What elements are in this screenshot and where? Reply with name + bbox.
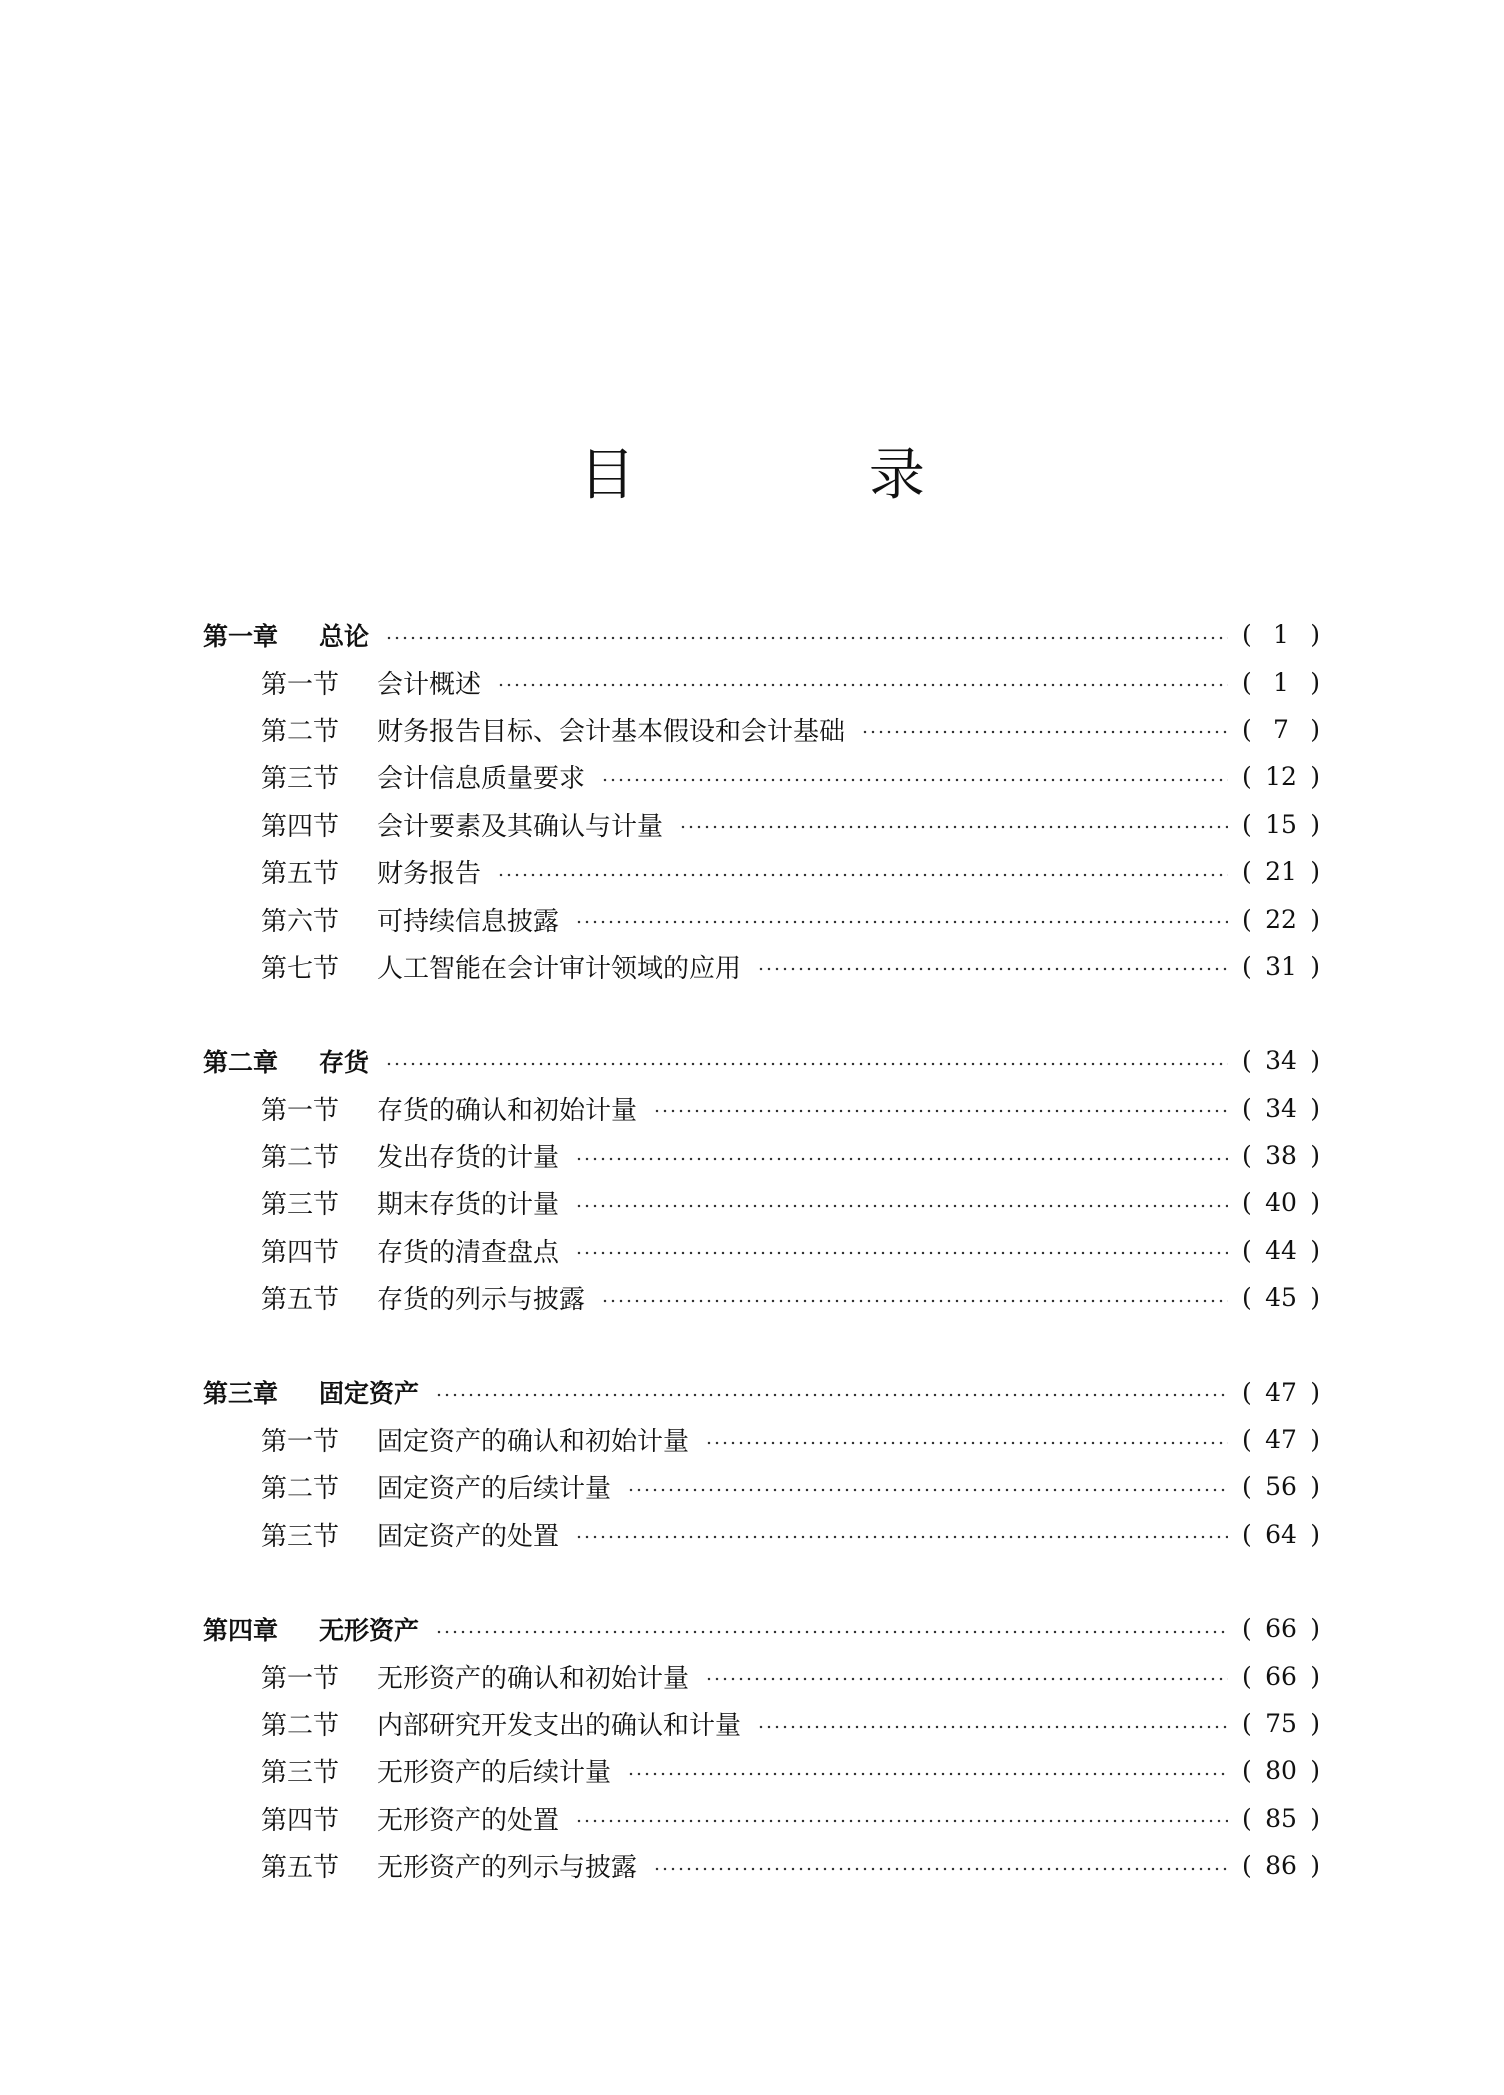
page-number: 47 <box>1265 1425 1297 1455</box>
page-reference <box>1242 1283 1320 1312</box>
dot-leader <box>575 1157 1228 1161</box>
page-number: 85 <box>1265 1803 1297 1833</box>
section-title: 固定资产的确认和初始计量 <box>377 1427 690 1458</box>
page-reference <box>1242 1094 1320 1123</box>
dot-leader <box>705 1441 1228 1445</box>
page-reference <box>1242 1472 1320 1501</box>
table-of-contents <box>203 611 1320 1936</box>
section-number: 第二节 <box>261 1143 340 1174</box>
close-paren: ) <box>1310 620 1320 650</box>
chapter-block <box>203 611 1320 990</box>
dot-leader <box>601 778 1228 782</box>
section-number: 第二节 <box>261 1474 340 1505</box>
section-title: 人工智能在会计审计领域的应用 <box>377 953 742 984</box>
section-title: 固定资产的处置 <box>377 1521 560 1552</box>
page-reference <box>1242 1614 1320 1643</box>
page-reference <box>1242 668 1320 697</box>
close-paren: ) <box>1310 1046 1320 1076</box>
page-number: 47 <box>1265 1377 1297 1407</box>
close-paren: ) <box>1310 1188 1320 1218</box>
section-title: 会计信息质量要求 <box>377 764 586 795</box>
open-paren: ( <box>1242 1756 1252 1786</box>
close-paren: ) <box>1310 904 1320 934</box>
close-paren: ) <box>1310 1141 1320 1171</box>
page-number: 66 <box>1265 1661 1297 1691</box>
section-entry[interactable] <box>203 801 1320 848</box>
section-title: 存货的清查盘点 <box>377 1237 560 1268</box>
open-paren: ( <box>1242 951 1252 981</box>
dot-leader <box>653 1867 1228 1871</box>
chapter-title: 固定资产 <box>319 1379 420 1409</box>
page-reference <box>1242 1188 1320 1217</box>
section-number: 第三节 <box>261 1521 340 1552</box>
close-paren: ) <box>1310 1519 1320 1549</box>
page-reference <box>1242 810 1320 839</box>
page-reference <box>1242 1520 1320 1549</box>
section-number: 第五节 <box>261 1285 340 1316</box>
page-number: 66 <box>1265 1614 1297 1644</box>
page-number: 22 <box>1265 904 1297 934</box>
open-paren: ( <box>1242 1614 1252 1644</box>
section-number: 第二节 <box>261 716 340 747</box>
close-paren: ) <box>1310 1661 1320 1691</box>
page-number: 44 <box>1265 1235 1297 1265</box>
chapter-block <box>203 1605 1320 1889</box>
chapter-entry[interactable] <box>203 1037 1320 1084</box>
chapter-number: 第一章 <box>203 621 279 651</box>
page-number: 75 <box>1265 1709 1297 1738</box>
close-paren: ) <box>1310 1235 1320 1265</box>
section-number: 第四节 <box>261 811 340 842</box>
chapter-entry[interactable] <box>203 611 1320 658</box>
page-number: 38 <box>1265 1141 1297 1171</box>
section-entry[interactable] <box>203 1179 1320 1226</box>
open-paren: ( <box>1242 1093 1252 1123</box>
section-title: 无形资产的后续计量 <box>377 1758 612 1789</box>
open-paren: ( <box>1242 1472 1252 1502</box>
section-number: 第三节 <box>261 1190 340 1221</box>
section-number: 第六节 <box>261 906 340 937</box>
section-title: 无形资产的列示与披露 <box>377 1853 638 1884</box>
open-paren: ( <box>1242 1283 1252 1313</box>
page-reference <box>1242 857 1320 886</box>
chapter-number: 第三章 <box>203 1379 279 1409</box>
open-paren: ( <box>1242 809 1252 839</box>
section-number: 第二节 <box>261 1711 340 1741</box>
section-entry[interactable] <box>203 1274 1320 1321</box>
chapter-title: 总论 <box>319 621 370 651</box>
section-entry[interactable] <box>203 1416 1320 1463</box>
open-paren: ( <box>1242 1851 1252 1881</box>
dot-leader <box>497 873 1228 877</box>
page-number: 1 <box>1273 620 1289 650</box>
open-paren: ( <box>1242 857 1252 887</box>
open-paren: ( <box>1242 762 1252 792</box>
open-paren: ( <box>1242 1141 1252 1171</box>
close-paren: ) <box>1310 762 1320 792</box>
section-title: 会计概述 <box>377 669 482 700</box>
section-title: 存货的列示与披露 <box>377 1285 586 1316</box>
dot-leader <box>575 1819 1228 1823</box>
close-paren: ) <box>1310 1756 1320 1786</box>
section-title: 固定资产的后续计量 <box>377 1474 612 1505</box>
section-number: 第一节 <box>261 1095 340 1126</box>
section-entry[interactable] <box>203 658 1320 705</box>
page-number: 31 <box>1265 951 1297 981</box>
page-reference <box>1242 1378 1320 1407</box>
dot-leader <box>575 1535 1228 1539</box>
section-title: 财务报告目标、会计基本假设和会计基础 <box>377 716 846 747</box>
section-entry[interactable] <box>203 1463 1320 1510</box>
section-number: 第三节 <box>261 1758 340 1789</box>
page-number: 34 <box>1265 1046 1297 1076</box>
page-reference <box>1242 1804 1320 1833</box>
chapter-number: 第二章 <box>203 1047 279 1077</box>
dot-leader <box>627 1772 1228 1776</box>
page-number: 40 <box>1265 1188 1297 1218</box>
dot-leader <box>679 825 1228 829</box>
close-paren: ) <box>1310 714 1320 744</box>
open-paren: ( <box>1242 620 1252 650</box>
section-number: 第一节 <box>261 669 340 700</box>
section-number: 第三节 <box>261 764 340 795</box>
section-entry[interactable] <box>203 1227 1320 1274</box>
dot-leader <box>435 1393 1228 1397</box>
open-paren: ( <box>1242 1709 1252 1738</box>
section-entry[interactable] <box>203 1085 1320 1132</box>
open-paren: ( <box>1242 1188 1252 1218</box>
dot-leader <box>861 730 1228 734</box>
page-reference <box>1242 1425 1320 1454</box>
section-title: 财务报告 <box>377 859 482 890</box>
dot-leader <box>385 636 1228 640</box>
page-number: 64 <box>1265 1519 1297 1549</box>
chapter-number: 第四章 <box>203 1615 279 1645</box>
section-number: 第一节 <box>261 1427 340 1458</box>
open-paren: ( <box>1242 1519 1252 1549</box>
close-paren: ) <box>1310 1283 1320 1313</box>
section-number: 第一节 <box>261 1663 340 1694</box>
section-number: 第四节 <box>261 1237 340 1268</box>
page-reference <box>1242 905 1320 934</box>
section-entry[interactable] <box>203 1511 1320 1558</box>
page-reference <box>1242 1709 1320 1738</box>
section-entry[interactable] <box>203 943 1320 990</box>
section-entry[interactable] <box>203 1795 1320 1842</box>
section-title: 存货的确认和初始计量 <box>377 1095 638 1126</box>
section-entry[interactable] <box>203 753 1320 800</box>
open-paren: ( <box>1242 1377 1252 1407</box>
section-title: 内部研究开发支出的确认和计量 <box>377 1711 742 1741</box>
close-paren: ) <box>1310 1851 1320 1881</box>
page-number: 80 <box>1265 1756 1297 1786</box>
dot-leader <box>575 1204 1228 1208</box>
dot-leader <box>435 1630 1228 1634</box>
close-paren: ) <box>1310 1377 1320 1407</box>
dot-leader <box>385 1062 1228 1066</box>
chapter-title: 存货 <box>319 1047 370 1077</box>
open-paren: ( <box>1242 1661 1252 1691</box>
close-paren: ) <box>1310 1709 1320 1738</box>
dot-leader <box>575 1251 1228 1255</box>
section-title: 发出存货的计量 <box>377 1143 560 1174</box>
page-reference <box>1242 762 1320 791</box>
close-paren: ) <box>1310 1614 1320 1644</box>
dot-leader <box>601 1299 1228 1303</box>
page-number: 45 <box>1265 1283 1297 1313</box>
section-title: 无形资产的处置 <box>377 1805 560 1836</box>
page-reference <box>1242 1236 1320 1265</box>
close-paren: ) <box>1310 667 1320 697</box>
section-title: 期末存货的计量 <box>377 1190 560 1221</box>
open-paren: ( <box>1242 1235 1252 1265</box>
dot-leader <box>497 683 1228 687</box>
chapter-entry[interactable] <box>203 1605 1320 1652</box>
open-paren: ( <box>1242 667 1252 697</box>
dot-leader <box>705 1677 1228 1681</box>
chapter-entry[interactable] <box>203 1368 1320 1415</box>
section-entry[interactable] <box>203 895 1320 942</box>
page-reference <box>1242 952 1320 981</box>
dot-leader <box>757 967 1228 971</box>
section-title: 可持续信息披露 <box>377 906 560 937</box>
close-paren: ) <box>1310 1472 1320 1502</box>
page-reference <box>1242 1046 1320 1075</box>
dot-leader <box>653 1109 1228 1113</box>
page-reference <box>1242 1141 1320 1170</box>
page-number: 12 <box>1265 762 1297 792</box>
open-paren: ( <box>1242 1046 1252 1076</box>
section-entry[interactable] <box>203 1747 1320 1794</box>
section-number: 第五节 <box>261 859 340 890</box>
dot-leader <box>575 920 1228 924</box>
chapter-block <box>203 1368 1320 1558</box>
open-paren: ( <box>1242 1425 1252 1455</box>
page-reference <box>1242 620 1320 649</box>
page-number: 1 <box>1273 667 1289 697</box>
chapter-title: 无形资产 <box>319 1615 420 1645</box>
section-entry[interactable] <box>203 1132 1320 1179</box>
section-title: 会计要素及其确认与计量 <box>377 811 664 842</box>
page-number: 56 <box>1265 1472 1297 1502</box>
section-entry[interactable] <box>203 706 1320 753</box>
dot-leader <box>757 1725 1228 1729</box>
page-reference <box>1242 1756 1320 1785</box>
section-title: 无形资产的确认和初始计量 <box>377 1663 690 1694</box>
close-paren: ) <box>1310 951 1320 981</box>
close-paren: ) <box>1310 1425 1320 1455</box>
close-paren: ) <box>1310 1093 1320 1123</box>
section-number: 第四节 <box>261 1805 340 1836</box>
section-number: 第七节 <box>261 953 340 984</box>
page-number: 86 <box>1265 1851 1297 1881</box>
open-paren: ( <box>1242 714 1252 744</box>
open-paren: ( <box>1242 1803 1252 1833</box>
section-entry[interactable] <box>203 1652 1320 1699</box>
close-paren: ) <box>1310 857 1320 887</box>
dot-leader <box>627 1488 1228 1492</box>
section-entry[interactable] <box>203 848 1320 895</box>
page-number: 34 <box>1265 1093 1297 1123</box>
page-reference <box>1242 1851 1320 1880</box>
page-title: 目 录 <box>579 443 1033 508</box>
page-number: 21 <box>1265 857 1297 887</box>
open-paren: ( <box>1242 904 1252 934</box>
page-reference <box>1242 1662 1320 1691</box>
chapter-block <box>203 1037 1320 1321</box>
section-number: 第五节 <box>261 1853 340 1884</box>
page-number: 15 <box>1265 809 1297 839</box>
section-entry[interactable] <box>203 1842 1320 1889</box>
page-reference <box>1242 715 1320 744</box>
section-entry[interactable] <box>203 1700 1320 1747</box>
page-number: 7 <box>1273 714 1289 744</box>
close-paren: ) <box>1310 809 1320 839</box>
close-paren: ) <box>1310 1803 1320 1833</box>
